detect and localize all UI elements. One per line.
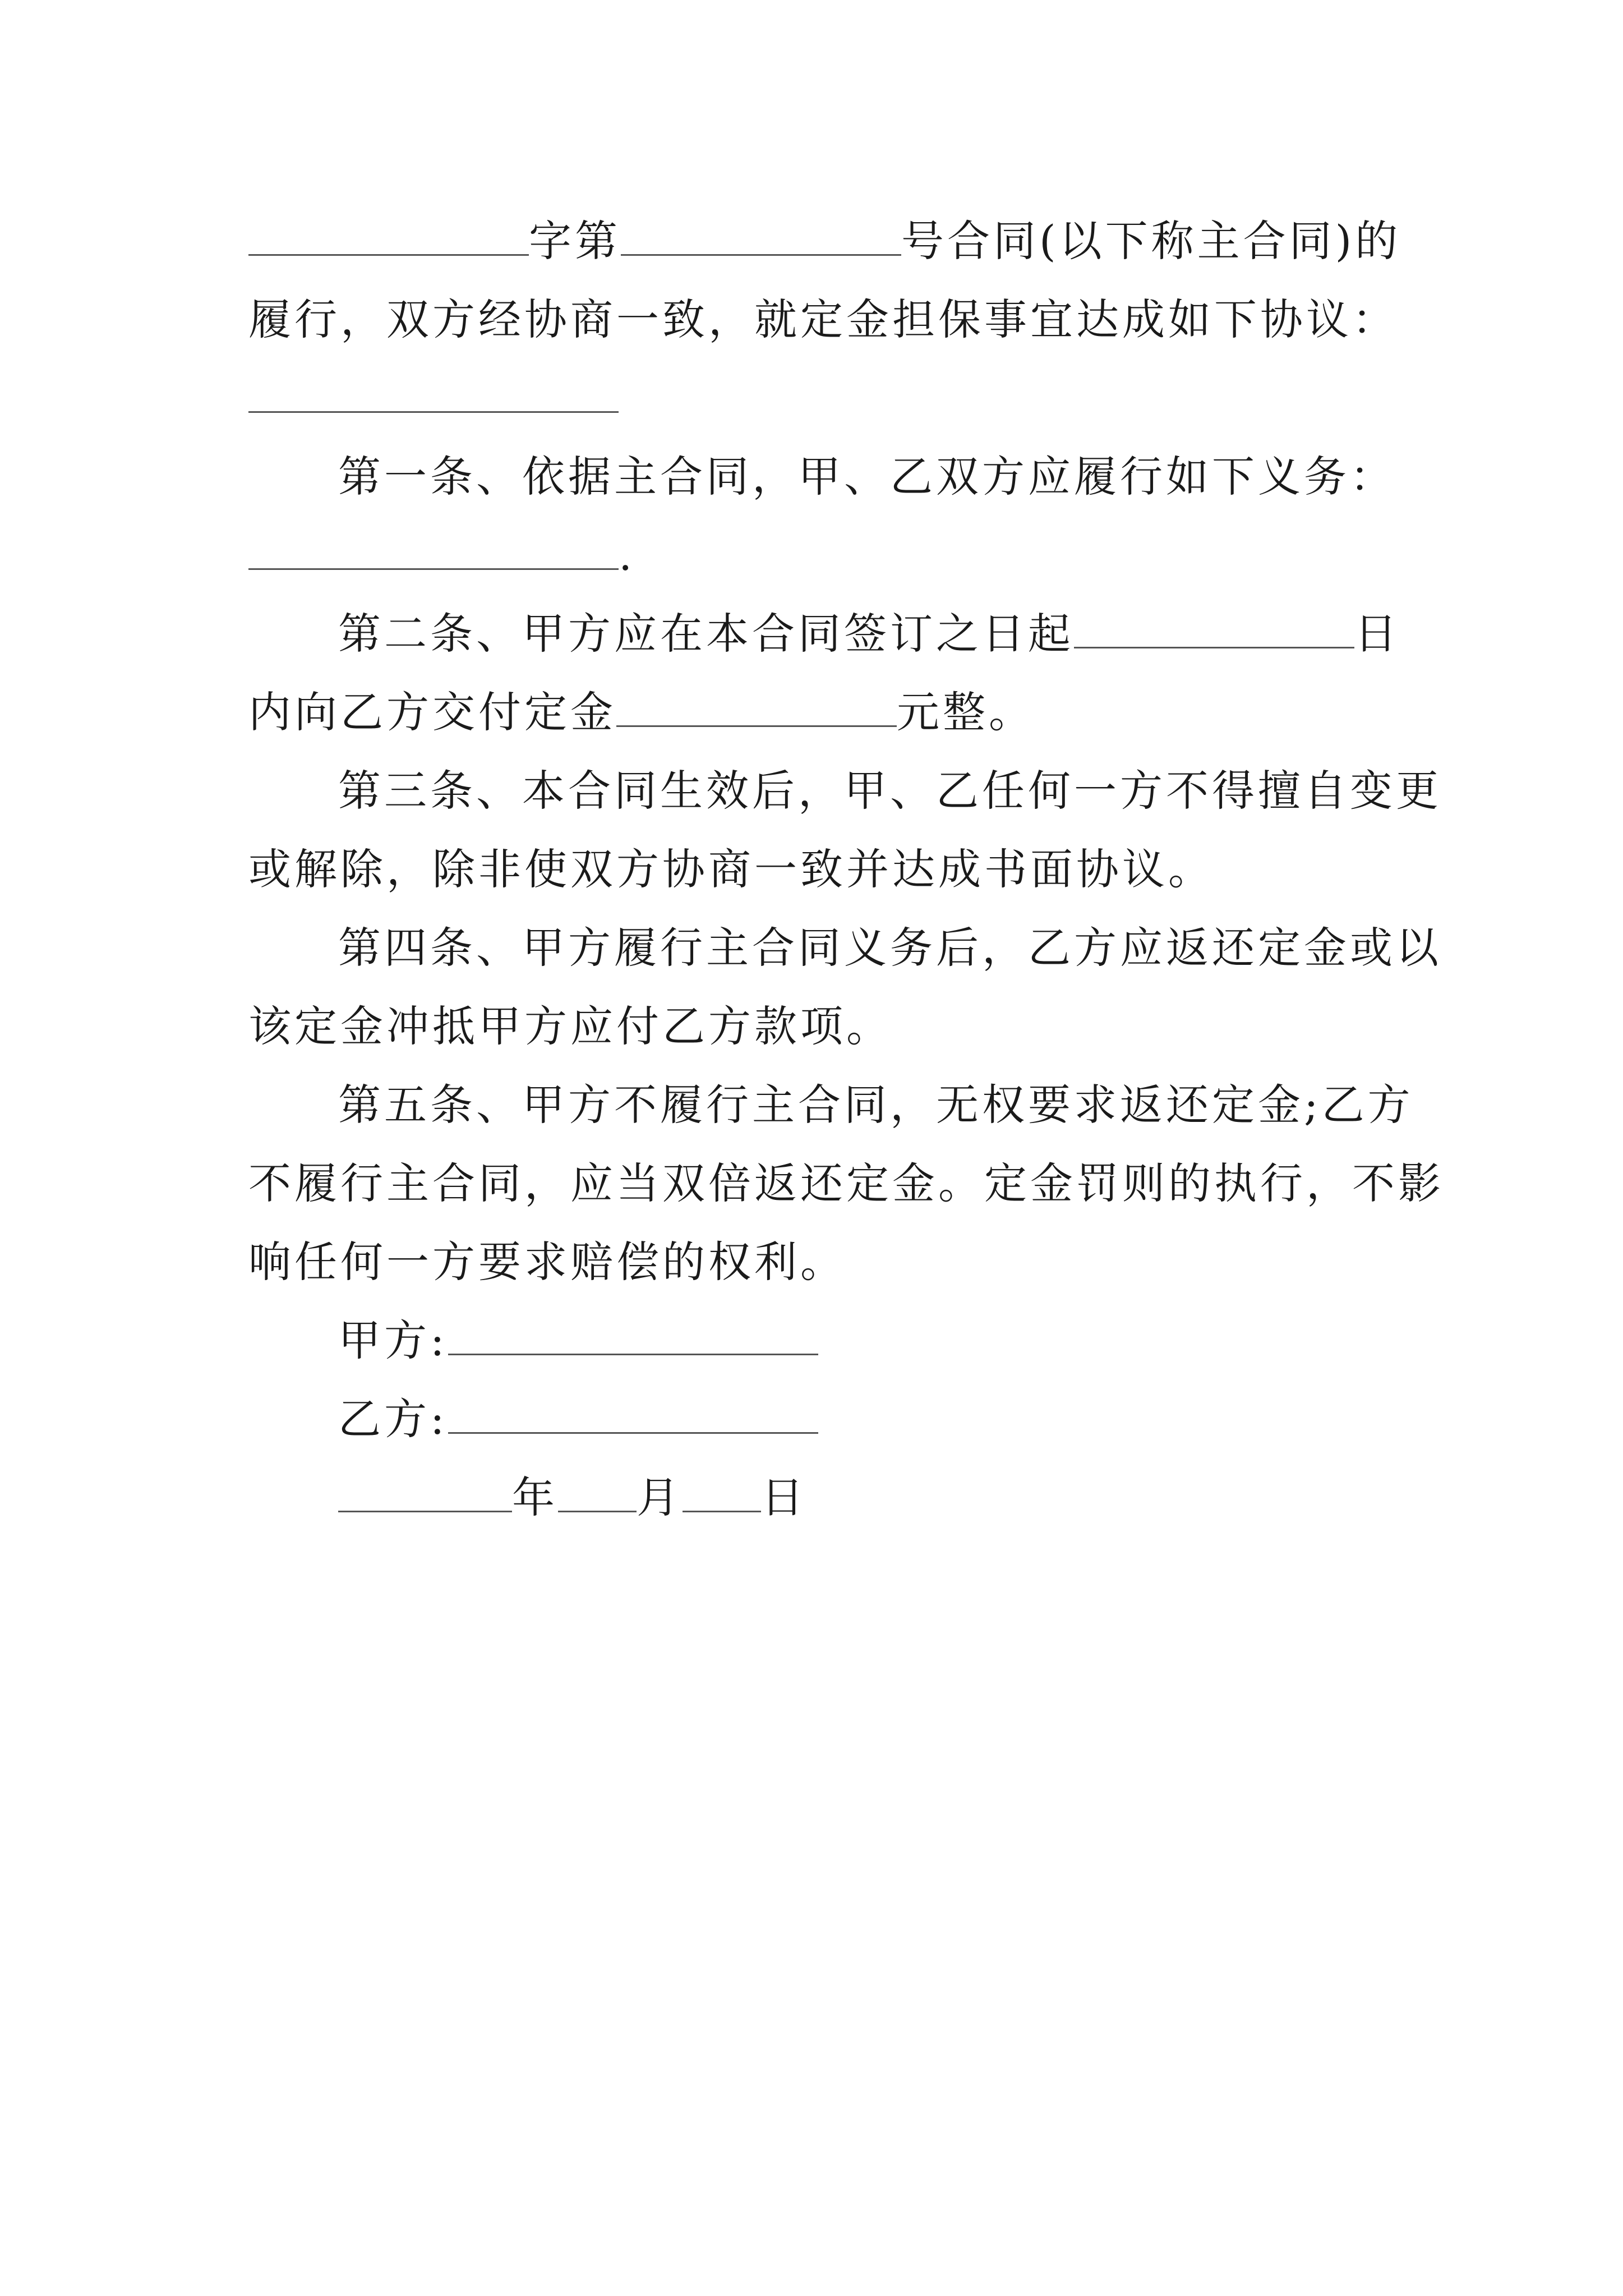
party-a-line xyxy=(338,1301,1393,1380)
article4-line-1: 第四条、甲方履行主合同义务后，乙方应返还定金或以 xyxy=(338,923,1442,973)
day-label: 日 xyxy=(761,1473,807,1522)
month-label: 月 xyxy=(637,1473,683,1522)
article4-line-2: 该定金冲抵甲方应付乙方款项。 xyxy=(248,1001,892,1051)
hao-text: 号合同(以下称主合同)的 xyxy=(901,216,1401,266)
contract-prefix-blank[interactable] xyxy=(248,207,529,256)
party-b-blank[interactable] xyxy=(448,1385,818,1434)
amount-blank[interactable] xyxy=(616,678,897,727)
party-a-label: 甲方: xyxy=(338,1315,448,1365)
month-blank[interactable] xyxy=(558,1464,637,1512)
day-blank[interactable] xyxy=(683,1464,761,1512)
party-a-blank[interactable] xyxy=(448,1306,818,1355)
date-line xyxy=(338,1458,1393,1537)
article5-line-1: 第五条、甲方不履行主合同，无权要求返还定金;乙方 xyxy=(338,1080,1414,1130)
contract-number-blank[interactable] xyxy=(621,207,901,256)
intro-line-1 xyxy=(248,202,1401,280)
year-blank[interactable] xyxy=(338,1464,512,1512)
agreement-blank[interactable] xyxy=(248,364,619,413)
party-b-line xyxy=(338,1380,1393,1458)
year-label: 年 xyxy=(512,1473,558,1522)
article5-line-3: 响任何一方要求赔偿的权利。 xyxy=(248,1237,846,1287)
intro-blank-line xyxy=(248,359,1393,438)
party-b-label: 乙方: xyxy=(338,1394,448,1444)
intro-line-2: 履行，双方经协商一致，就定金担保事宜达成如下协议： xyxy=(248,295,1398,344)
article3-line-1: 第三条、本合同生效后，甲、乙任何一方不得擅自变更 xyxy=(338,766,1442,816)
article5-line-2: 不履行主合同，应当双倍返还定金。定金罚则的执行，不影 xyxy=(248,1158,1444,1208)
article2-line-2 xyxy=(248,673,1393,752)
obligations-blank[interactable] xyxy=(248,521,619,570)
zi-di-text: 字第 xyxy=(529,216,621,266)
article1-line-2 xyxy=(248,516,1393,595)
article2-part4: 元整。 xyxy=(897,687,1035,737)
article1-period: . xyxy=(619,530,636,580)
article1-line-1: 第一条、依据主合同，甲、乙双方应履行如下义务： xyxy=(338,452,1396,501)
article2-line-1 xyxy=(338,595,1400,673)
days-blank[interactable] xyxy=(1074,600,1354,648)
article2-part3: 内向乙方交付定金 xyxy=(248,687,616,737)
article2-part1: 第二条、甲方应在本合同签订之日起 xyxy=(338,609,1074,659)
article2-part2: 日 xyxy=(1354,609,1400,659)
article3-line-2: 或解除，除非使双方协商一致并达成书面协议。 xyxy=(248,844,1214,894)
